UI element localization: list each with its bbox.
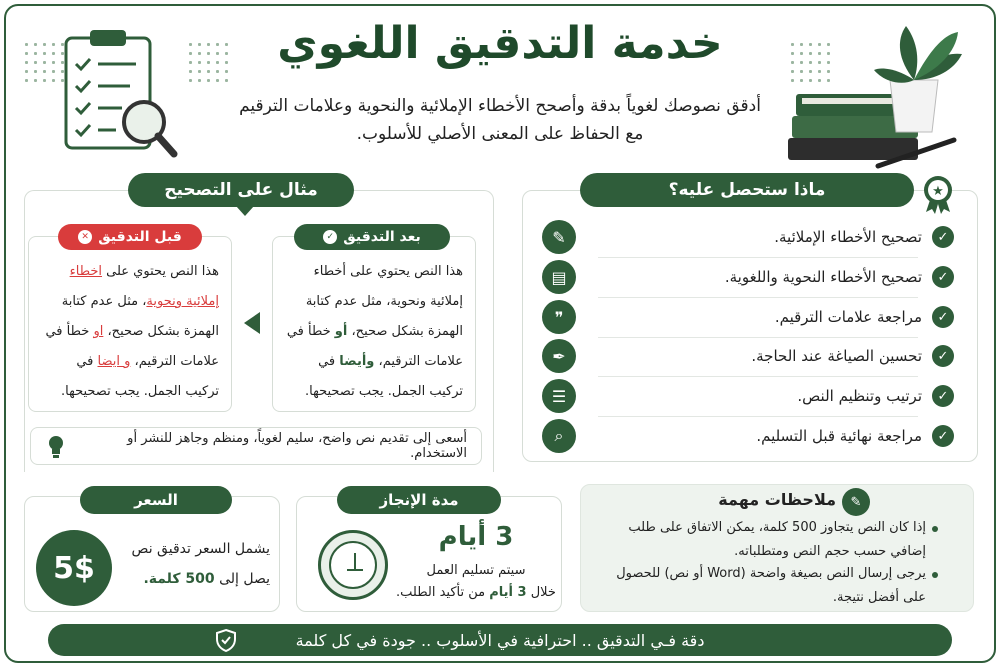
footer-banner: [48, 624, 952, 656]
error-word: و ايضا: [97, 354, 131, 369]
page-subtitle: [200, 92, 800, 148]
duration-desc: سيتم تسليم العمل خلال 3 أيام من تأكيد الطلب.: [396, 563, 556, 600]
check-icon: ✓: [932, 345, 954, 367]
price-desc: يشمل السعر تدقيق نص يصل إلى 500 كلمة.: [131, 541, 270, 587]
benefit-item-5: [542, 377, 962, 415]
shield-check-icon: [214, 628, 238, 652]
books-plant-icon: [778, 20, 972, 170]
arrow-left-icon: [244, 312, 260, 334]
pointer-down-icon: [236, 206, 254, 216]
pencil-icon: ✎: [542, 220, 576, 254]
document-icon: ☰: [542, 379, 576, 413]
book-icon: ▤: [542, 260, 576, 294]
duration-title: مدة الإنجاز: [337, 486, 501, 514]
tip-text: أسعى إلى تقديم نص واضح، سليم لغوياً، ومنظم وجاهز للنشر أو الاستخدام.: [127, 431, 467, 461]
note-item-2: يرجى إرسال النص بصيغة واضحة (Word أو نص) للحصول على أفضل نتيجة.: [616, 566, 926, 605]
price-title: السعر: [80, 486, 232, 514]
price-amount: 5$: [36, 530, 112, 606]
tip-box: [30, 427, 482, 465]
clock-icon: [318, 530, 388, 600]
corrected-word: أو: [334, 324, 348, 339]
check-icon: ✓: [932, 226, 954, 248]
note-item-1: إذا كان النص يتجاوز 500 كلمة، يمكن الاتفاق على طلب إضافي حسب حجم النص ومتطلباته.: [628, 520, 926, 559]
pen-icon: ✒: [542, 339, 576, 373]
benefit-label: مراجعة نهائية قبل التسليم.: [756, 427, 922, 445]
clipboard-checklist-icon: [60, 24, 180, 164]
corrected-word: وأيضا: [339, 354, 375, 369]
benefit-label: تصحيح الأخطاء الإملائية.: [774, 228, 922, 246]
check-circle-icon: ✓: [323, 230, 337, 244]
benefit-item-1: [542, 218, 962, 256]
magnifier-icon: ⌕: [542, 419, 576, 453]
duration-value: 3 أيام: [438, 522, 514, 552]
benefit-label: تصحيح الأخطاء النحوية واللغوية.: [724, 268, 922, 286]
error-word: او: [93, 324, 104, 339]
subtitle-line-2: مع الحفاظ على المعنى الأصلي للأسلوب.: [356, 124, 644, 144]
page-title: خدمة التدقيق اللغوي: [277, 18, 723, 69]
benefit-label: مراجعة علامات الترقيم.: [774, 308, 922, 326]
benefit-item-4: [542, 337, 962, 375]
before-text-box: هذا النص يحتوي على اخطاء إملائية ونحوية، مثل عدم كتابة الهمزة بشكل صحيح، او خطأ في علامات الترقيم، و ايضا في تركيب الجمل. يجب تصحيحها.: [28, 236, 232, 412]
after-text-box: هذا النص يحتوي على أخطاء إملائية ونحوية، مثل عدم كتابة الهمزة بشكل صحيح، أو خطأ في علامات الترقيم، وأيضا في تركيب الجمل. يجب تصحيحها.: [272, 236, 476, 412]
notes-title: ملاحظات مهمة: [718, 490, 836, 509]
check-icon: ✓: [932, 266, 954, 288]
footer-text: دقة فـي التدقيق .. احترافية في الأسلوب .. جودة في كل كلمة: [295, 630, 705, 650]
subtitle-line-1: أدقق نصوصك لغوياً بدقة وأصحح الأخطاء الإملائية والنحوية وعلامات الترقيم: [239, 96, 761, 116]
check-icon: ✓: [932, 306, 954, 328]
dot-pattern-left-2: [186, 40, 232, 86]
svg-text:★: ★: [932, 184, 944, 199]
after-label: بعد التدقيق ✓: [294, 224, 450, 250]
lightbulb-icon: [45, 433, 67, 459]
bullet-icon: [932, 526, 938, 532]
award-badge-icon: [920, 174, 956, 214]
quote-icon: ❞: [542, 300, 576, 334]
benefit-label: ترتيب وتنظيم النص.: [797, 387, 922, 405]
before-label: قبل التدقيق ✕: [58, 224, 202, 250]
benefit-item-3: [542, 298, 962, 336]
notes-icon: ✎: [842, 488, 870, 516]
check-icon: ✓: [932, 425, 954, 447]
error-word: اخطاء: [69, 264, 103, 279]
benefit-label: تحسين الصياغة عند الحاجة.: [751, 347, 922, 365]
close-circle-icon: ✕: [78, 230, 92, 244]
check-icon: ✓: [932, 385, 954, 407]
error-word: إملائية ونحوية: [146, 294, 219, 309]
benefit-item-2: [542, 258, 962, 296]
example-title: مثال على التصحيح: [128, 173, 354, 207]
benefit-item-6: [542, 417, 962, 455]
benefits-title: ماذا ستحصل عليه؟: [580, 173, 914, 207]
bullet-icon: [932, 572, 938, 578]
